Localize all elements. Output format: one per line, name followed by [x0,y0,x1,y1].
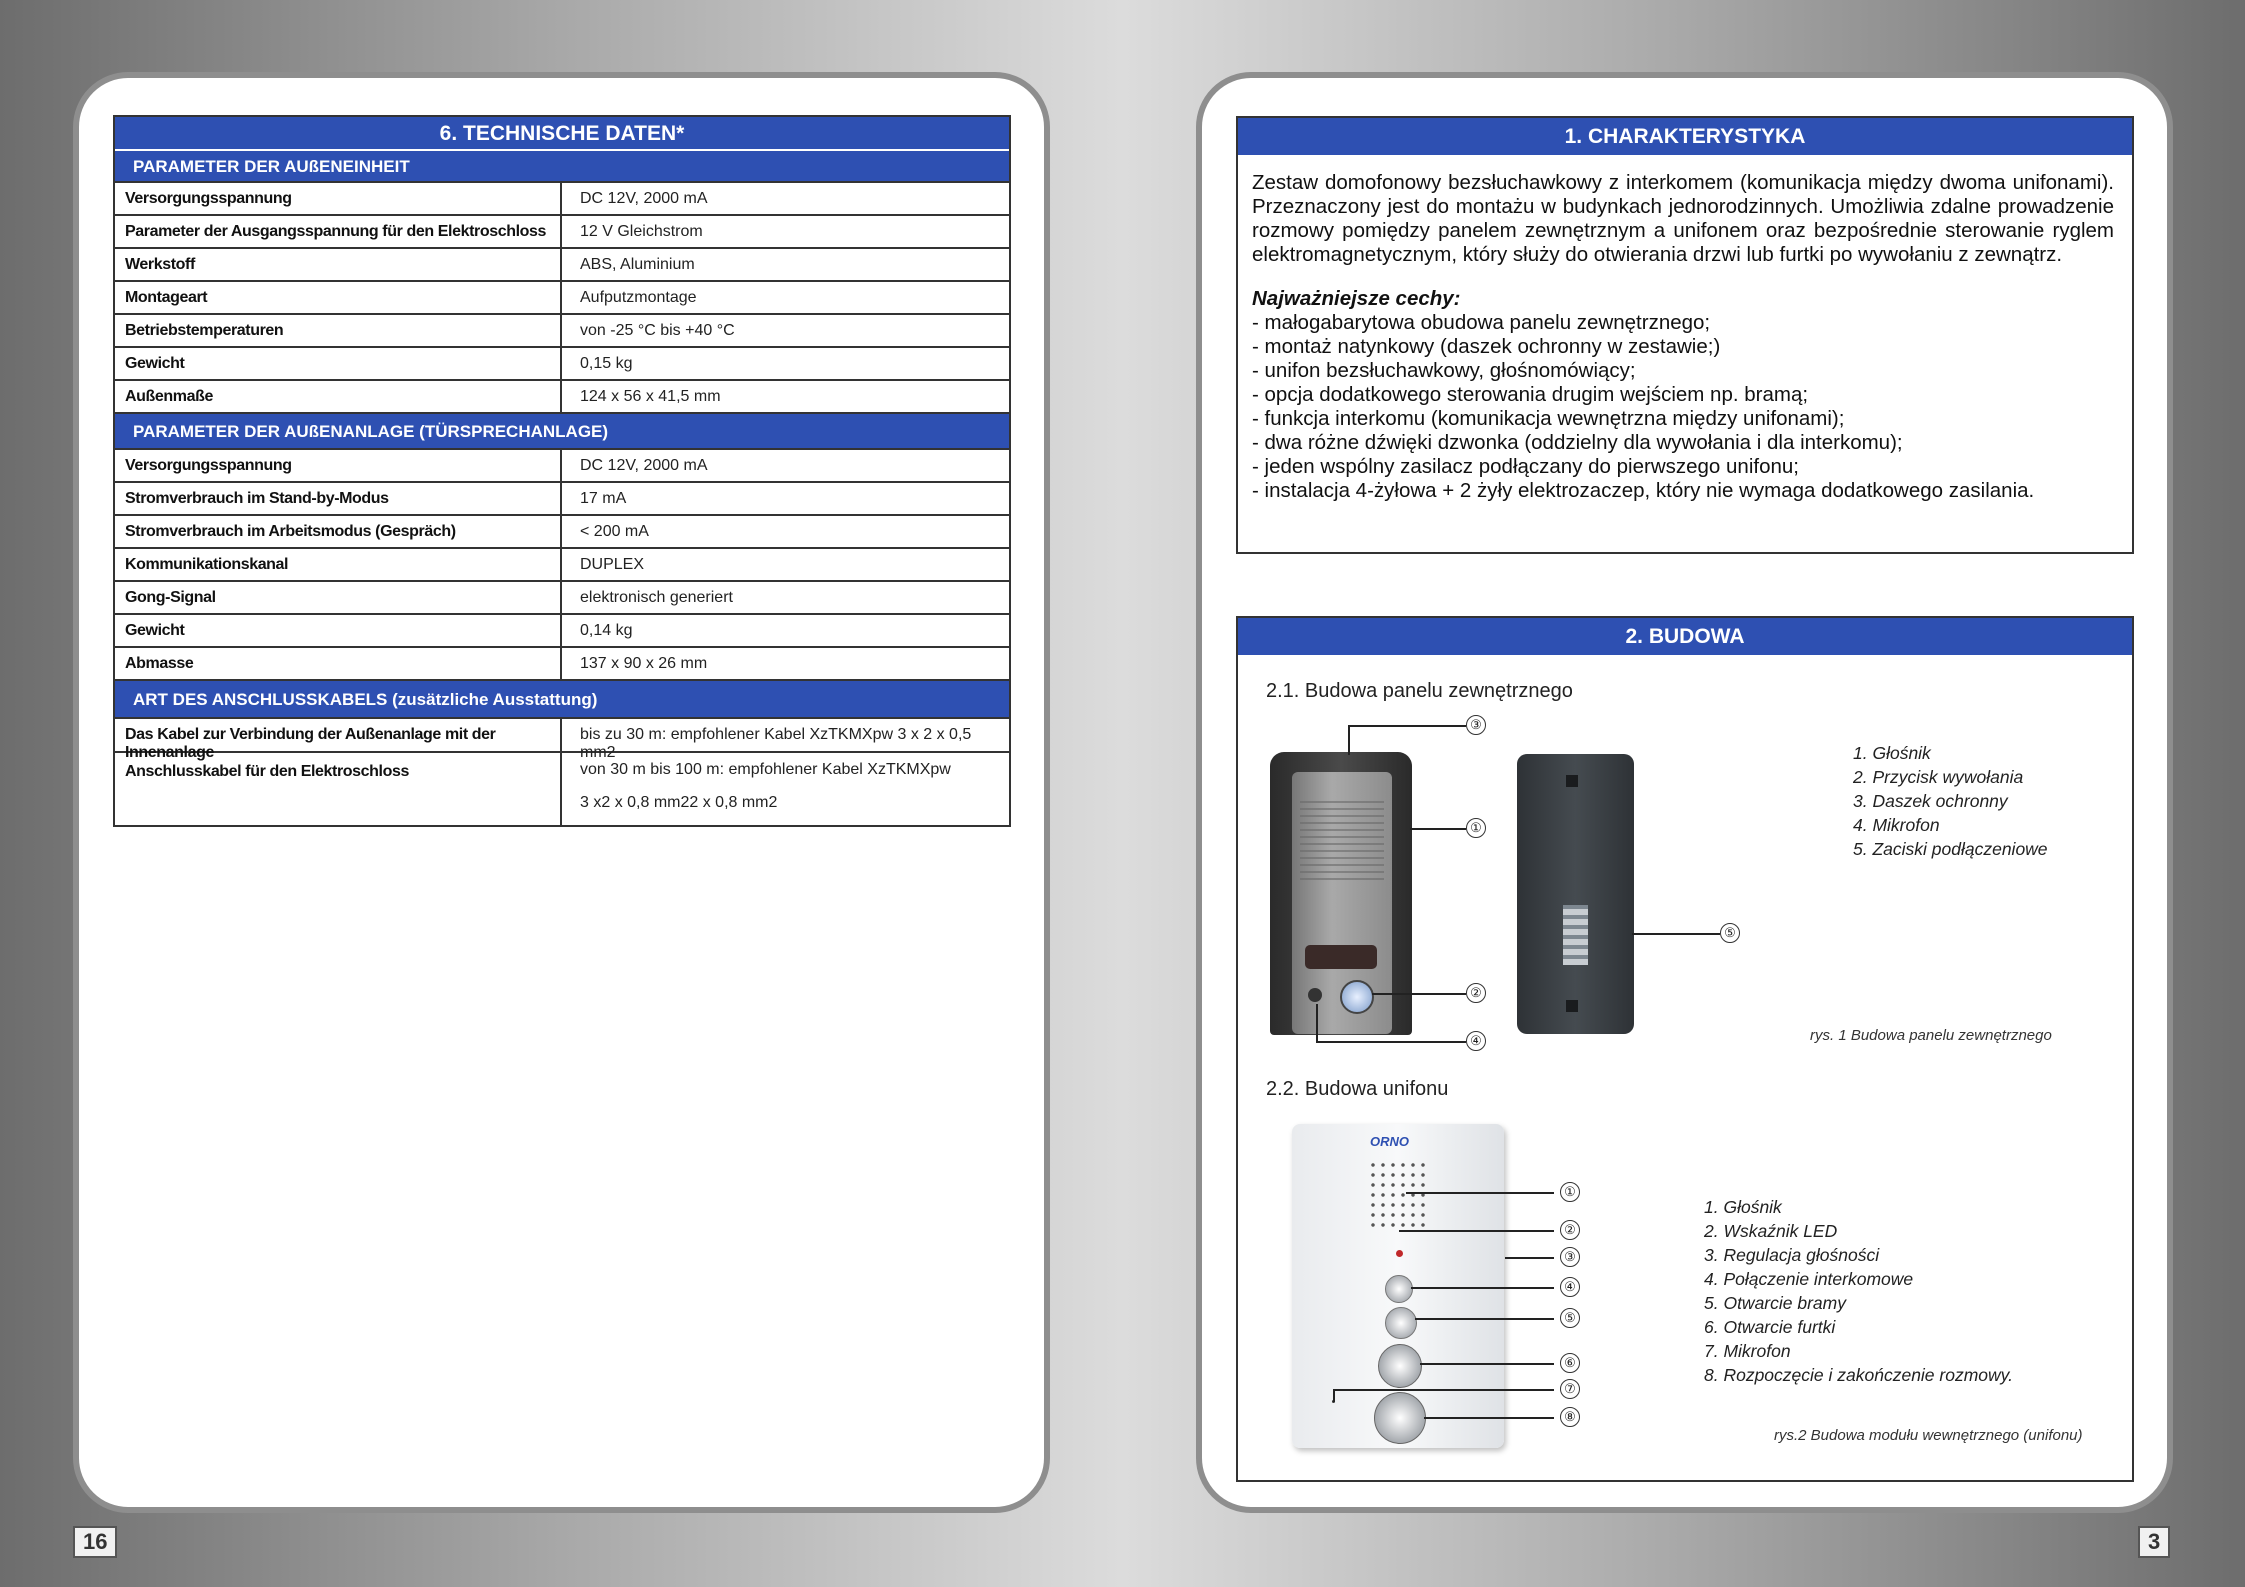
row-label: Versorgungsspannung [115,450,562,481]
row-label: Anschlusskabel für den Elektroschloss [115,753,562,825]
features-title: Najważniejsze cechy: [1252,287,1461,310]
callout-line [1406,1192,1554,1194]
row-value: 137 x 90 x 26 mm [580,655,708,672]
terminal-block-icon [1563,905,1588,965]
list-item: - małogabarytowa obudowa panelu zewnętrznego; [1252,311,1711,334]
row-value: 0,14 kg [580,622,633,639]
list-item: - opcja dodatkowego sterowania drugim wejściem np. bramą; [1252,383,1809,406]
table-row [115,348,1009,381]
callout-number: ② [1560,1220,1580,1240]
features-list [1252,311,2114,503]
table-row [115,615,1009,648]
led-indicator-icon [1396,1250,1403,1257]
row-value-line: 3 x2 x 0,8 mm22 x 0,8 mm2 [580,794,778,811]
callout-line [1411,1287,1554,1289]
legend-item: 2. Przycisk wywołania [1853,767,2024,787]
subsection-title: 2.2. Budowa unifonu [1266,1078,1449,1100]
table-row [115,549,1009,582]
mount-slot-icon [1566,775,1578,787]
row-label: Stromverbrauch im Arbeitsmodus (Gespräch) [115,516,562,547]
row-value: DC 12V, 2000 mA [580,190,708,207]
row-value: ABS, Aluminium [580,256,695,273]
callout-line [1316,1041,1466,1043]
row-value: DUPLEX [580,556,645,573]
list-item: - jeden wspólny zasilacz podłączany do pierwszego unifonu; [1252,455,1799,478]
legend-item: 8. Rozpoczęcie i zakończenie rozmowy. [1704,1365,2013,1385]
legend-item: 7. Mikrofon [1704,1341,1791,1361]
legend-item: 6. Otwarcie furtki [1704,1317,1836,1337]
list-item: - dwa różne dźwięki dzwonka (oddzielny dla wywołania i dla interkomu); [1252,431,1903,454]
row-label: Gong-Signal [115,582,562,613]
gate-button-icon [1385,1307,1417,1339]
legend-unit [1704,1195,2013,1387]
row-value: 12 V Gleichstrom [580,223,703,240]
legend-item: 5. Otwarcie bramy [1704,1293,1846,1313]
callout-line [1372,993,1466,995]
table-row [115,381,1009,414]
page-number-left: 16 [73,1526,117,1558]
door-button-icon [1378,1344,1422,1388]
legend-item: 3. Daszek ochronny [1853,791,2008,811]
mount-slot-icon [1566,1000,1578,1012]
row-value: Aufputzmontage [580,289,697,306]
page-number-right: 3 [2138,1526,2170,1558]
row-value-line: von 30 m bis 100 m: empfohlener Kabel XzTKMXpw [580,761,951,778]
section-heading: PARAMETER DER AUßENANLAGE (TÜRSPRECHANLAGE) [115,414,1009,450]
table-row [115,483,1009,516]
callout-number: ⑤ [1560,1308,1580,1328]
row-label: Parameter der Ausgangsspannung für den Elektroschloss [115,216,562,247]
row-value [562,753,1009,825]
legend-item: 1. Głośnik [1704,1197,1782,1217]
figure-caption: rys. 1 Budowa panelu zewnętrznego [1810,1027,2052,1044]
callout-line [1632,933,1720,935]
legend-item: 1. Głośnik [1853,743,1931,763]
subsection-title: 2.1. Budowa panelu zewnętrznego [1266,680,1573,702]
callout-number: ④ [1466,1031,1486,1051]
callout-line [1316,1004,1318,1041]
table-row [115,249,1009,282]
row-value: < 200 mA [580,523,649,540]
legend-item: 4. Mikrofon [1853,815,1940,835]
callout-line [1505,1257,1554,1259]
list-item: - montaż natynkowy (daszek ochronny w zestawie;) [1252,335,1721,358]
callout-line [1415,1318,1554,1320]
callout-number: ① [1466,818,1486,838]
callout-line [1348,725,1350,755]
row-value: bis zu 30 m: empfohlener Kabel XzTKMXpw 3 x 2 x 0,5 mm2 [580,726,972,761]
section-heading: ART DES ANSCHLUSSKABELS (zusätzliche Ausstattung) [115,681,1009,719]
callout-line [1348,725,1466,727]
list-item: - unifon bezsłuchawkowy, głośnomówiący; [1252,359,1636,382]
row-label: Kommunikationskanal [115,549,562,580]
row-value: elektronisch generiert [580,589,733,606]
callout-number: ⑧ [1560,1407,1580,1427]
callout-number: ③ [1560,1247,1580,1267]
row-value: DC 12V, 2000 mA [580,457,708,474]
table-title: 6. TECHNISCHE DATEN* [115,117,1009,151]
outdoor-panel-back-image [1517,754,1634,1034]
speaker-grille-icon [1368,1160,1430,1230]
callout-number: ② [1466,983,1486,1003]
speaker-grille-icon [1300,800,1384,880]
row-label: Versorgungsspannung [115,183,562,214]
legend-panel [1853,741,2048,861]
legend-item: 3. Regulacja głośności [1704,1245,1880,1265]
section-heading: PARAMETER DER AUßENEINHEIT [115,151,1009,183]
callout-line [1399,1230,1554,1232]
legend-item: 5. Zaciski podłączeniowe [1853,839,2048,859]
callout-number: ⑤ [1720,923,1740,943]
table-row [115,516,1009,549]
talk-button-icon [1374,1392,1426,1444]
microphone-icon [1308,988,1322,1002]
list-item: - instalacja 4-żyłowa + 2 żyły elektrozaczep, który nie wymaga dodatkowego zasilania. [1252,479,2035,502]
call-button-icon [1340,980,1374,1014]
callout-line [1333,1389,1554,1391]
figure-caption: rys.2 Budowa modułu wewnętrznego (unifonu) [1774,1427,2083,1444]
callout-number: ⑦ [1560,1379,1580,1399]
callout-line [1410,828,1466,830]
intro-paragraph: Zestaw domofonowy bezsłuchawkowy z interkomem (komunikacja między dwoma unifonami). Przeznaczony jest do montażu w budynkach jednorodzinnych. Umożliwia zdalne prowadzenie rozmowy pomiędzy panelem zewnętrznym a unifonem oraz bezpośrednie sterowanie ryglem elektromagnetycznym, który służy do otwierania drzwi lub furtki po wywołaniu z zewnątrz. [1252,171,2114,266]
table-row [115,282,1009,315]
table-row [115,719,1009,761]
brand-logo: ORNO [1370,1134,1409,1149]
callout-number: ④ [1560,1277,1580,1297]
row-label: Betriebstemperaturen [115,315,562,346]
callout-number: ① [1560,1182,1580,1202]
callout-line [1333,1389,1335,1402]
section-title: 1. CHARAKTERYSTYKA [1238,118,2132,155]
panel-window [1305,945,1377,969]
table-row [115,582,1009,615]
row-value: 17 mA [580,490,627,507]
row-label: Stromverbrauch im Stand-by-Modus [115,483,562,514]
table-row [115,753,1009,825]
intercom-button-icon [1385,1275,1413,1303]
callout-line [1424,1417,1554,1419]
section-title: 2. BUDOWA [1238,618,2132,655]
table-row [115,648,1009,681]
row-value: 124 x 56 x 41,5 mm [580,388,721,405]
row-label: Außenmaße [115,381,562,412]
table-row [115,216,1009,249]
legend-item: 2. Wskaźnik LED [1704,1221,1838,1241]
technical-data-table [113,115,1011,827]
table-row [115,450,1009,483]
row-label: Das Kabel zur Verbindung der Außenanlage mit der Innenanlage [115,719,562,751]
callout-number: ③ [1466,715,1486,735]
row-value: von -25 °C bis +40 °C [580,322,735,339]
row-value: 0,15 kg [580,355,633,372]
characteristics-section [1236,116,2134,554]
callout-line [1420,1363,1554,1365]
list-item: - funkcja interkomu (komunikacja wewnętrzna między unifonami); [1252,407,1845,430]
row-label: Gewicht [115,348,562,379]
row-label: Gewicht [115,615,562,646]
row-label: Werkstoff [115,249,562,280]
table-row [115,183,1009,216]
row-label: Abmasse [115,648,562,679]
table-row [115,315,1009,348]
row-label: Montageart [115,282,562,313]
callout-number: ⑥ [1560,1353,1580,1373]
legend-item: 4. Połączenie interkomowe [1704,1269,1914,1289]
